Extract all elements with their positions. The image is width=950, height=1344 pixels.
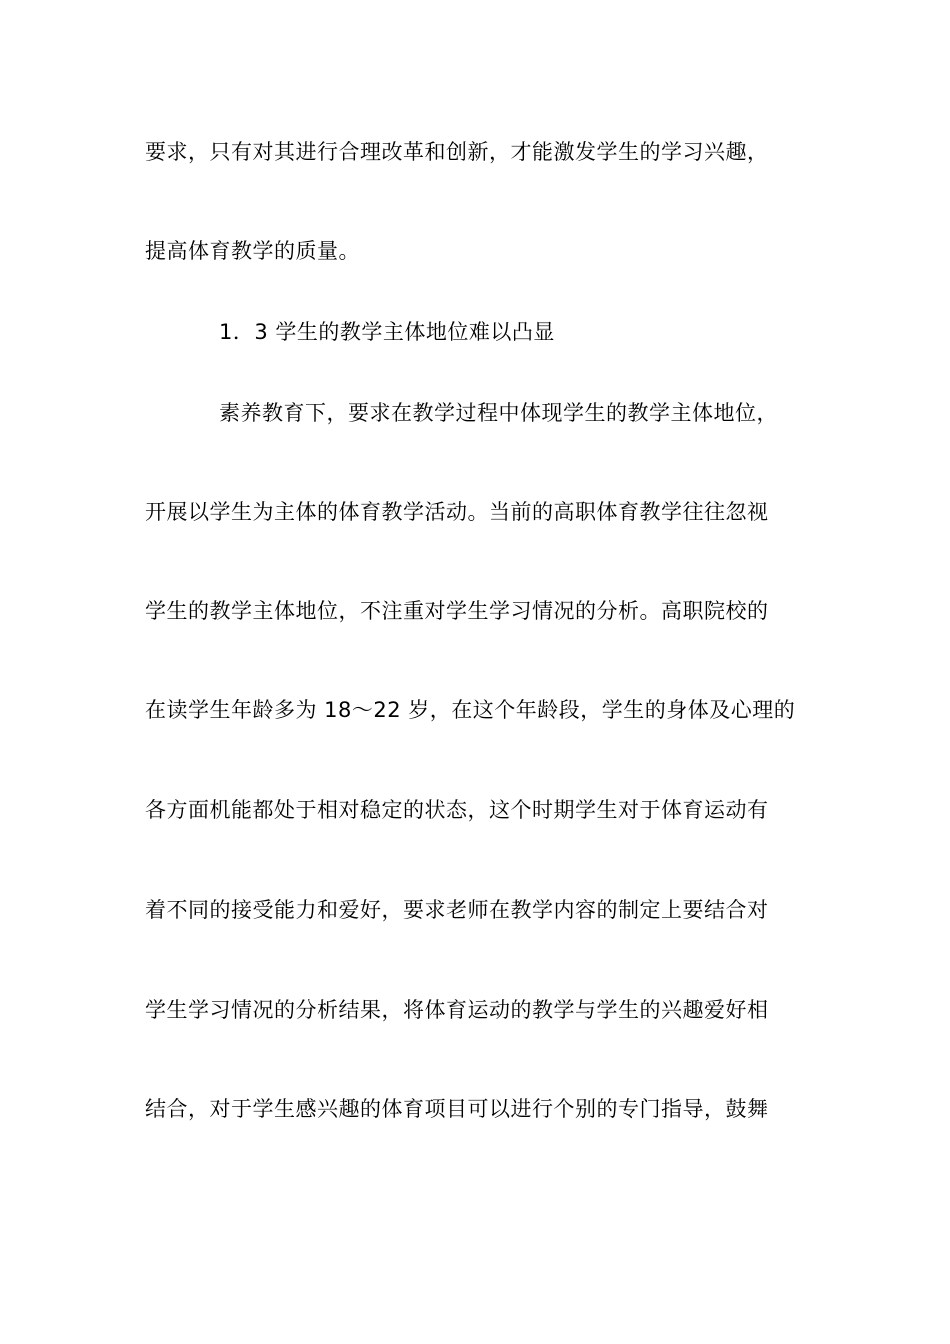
paragraph-line: 在读学生年龄多为 18～22 岁，在这个年龄段，学生的身体及心理的: [145, 698, 796, 722]
paragraph-line: 学生学习情况的分析结果，将体育运动的教学与学生的兴趣爱好相: [145, 998, 769, 1022]
paragraph-line: 结合，对于学生感兴趣的体育项目可以进行个别的专门指导，鼓舞: [145, 1097, 769, 1121]
section-heading: 1．3 学生的教学主体地位难以凸显: [219, 320, 555, 344]
paragraph-line: 要求，只有对其进行合理改革和创新，才能激发学生的学习兴趣，: [145, 140, 769, 164]
paragraph-line: 提高体育教学的质量。: [145, 239, 360, 263]
paragraph-line: 开展以学生为主体的体育教学活动。当前的高职体育教学往往忽视: [145, 500, 769, 524]
paragraph-line: 着不同的接受能力和爱好，要求老师在教学内容的制定上要结合对: [145, 898, 769, 922]
paragraph-line: 学生的教学主体地位，不注重对学生学习情况的分析。高职院校的: [145, 599, 769, 623]
paragraph-line: 各方面机能都处于相对稳定的状态，这个时期学生对于体育运动有: [145, 798, 769, 822]
paragraph-line: 素养教育下，要求在教学过程中体现学生的教学主体地位，: [219, 401, 778, 425]
